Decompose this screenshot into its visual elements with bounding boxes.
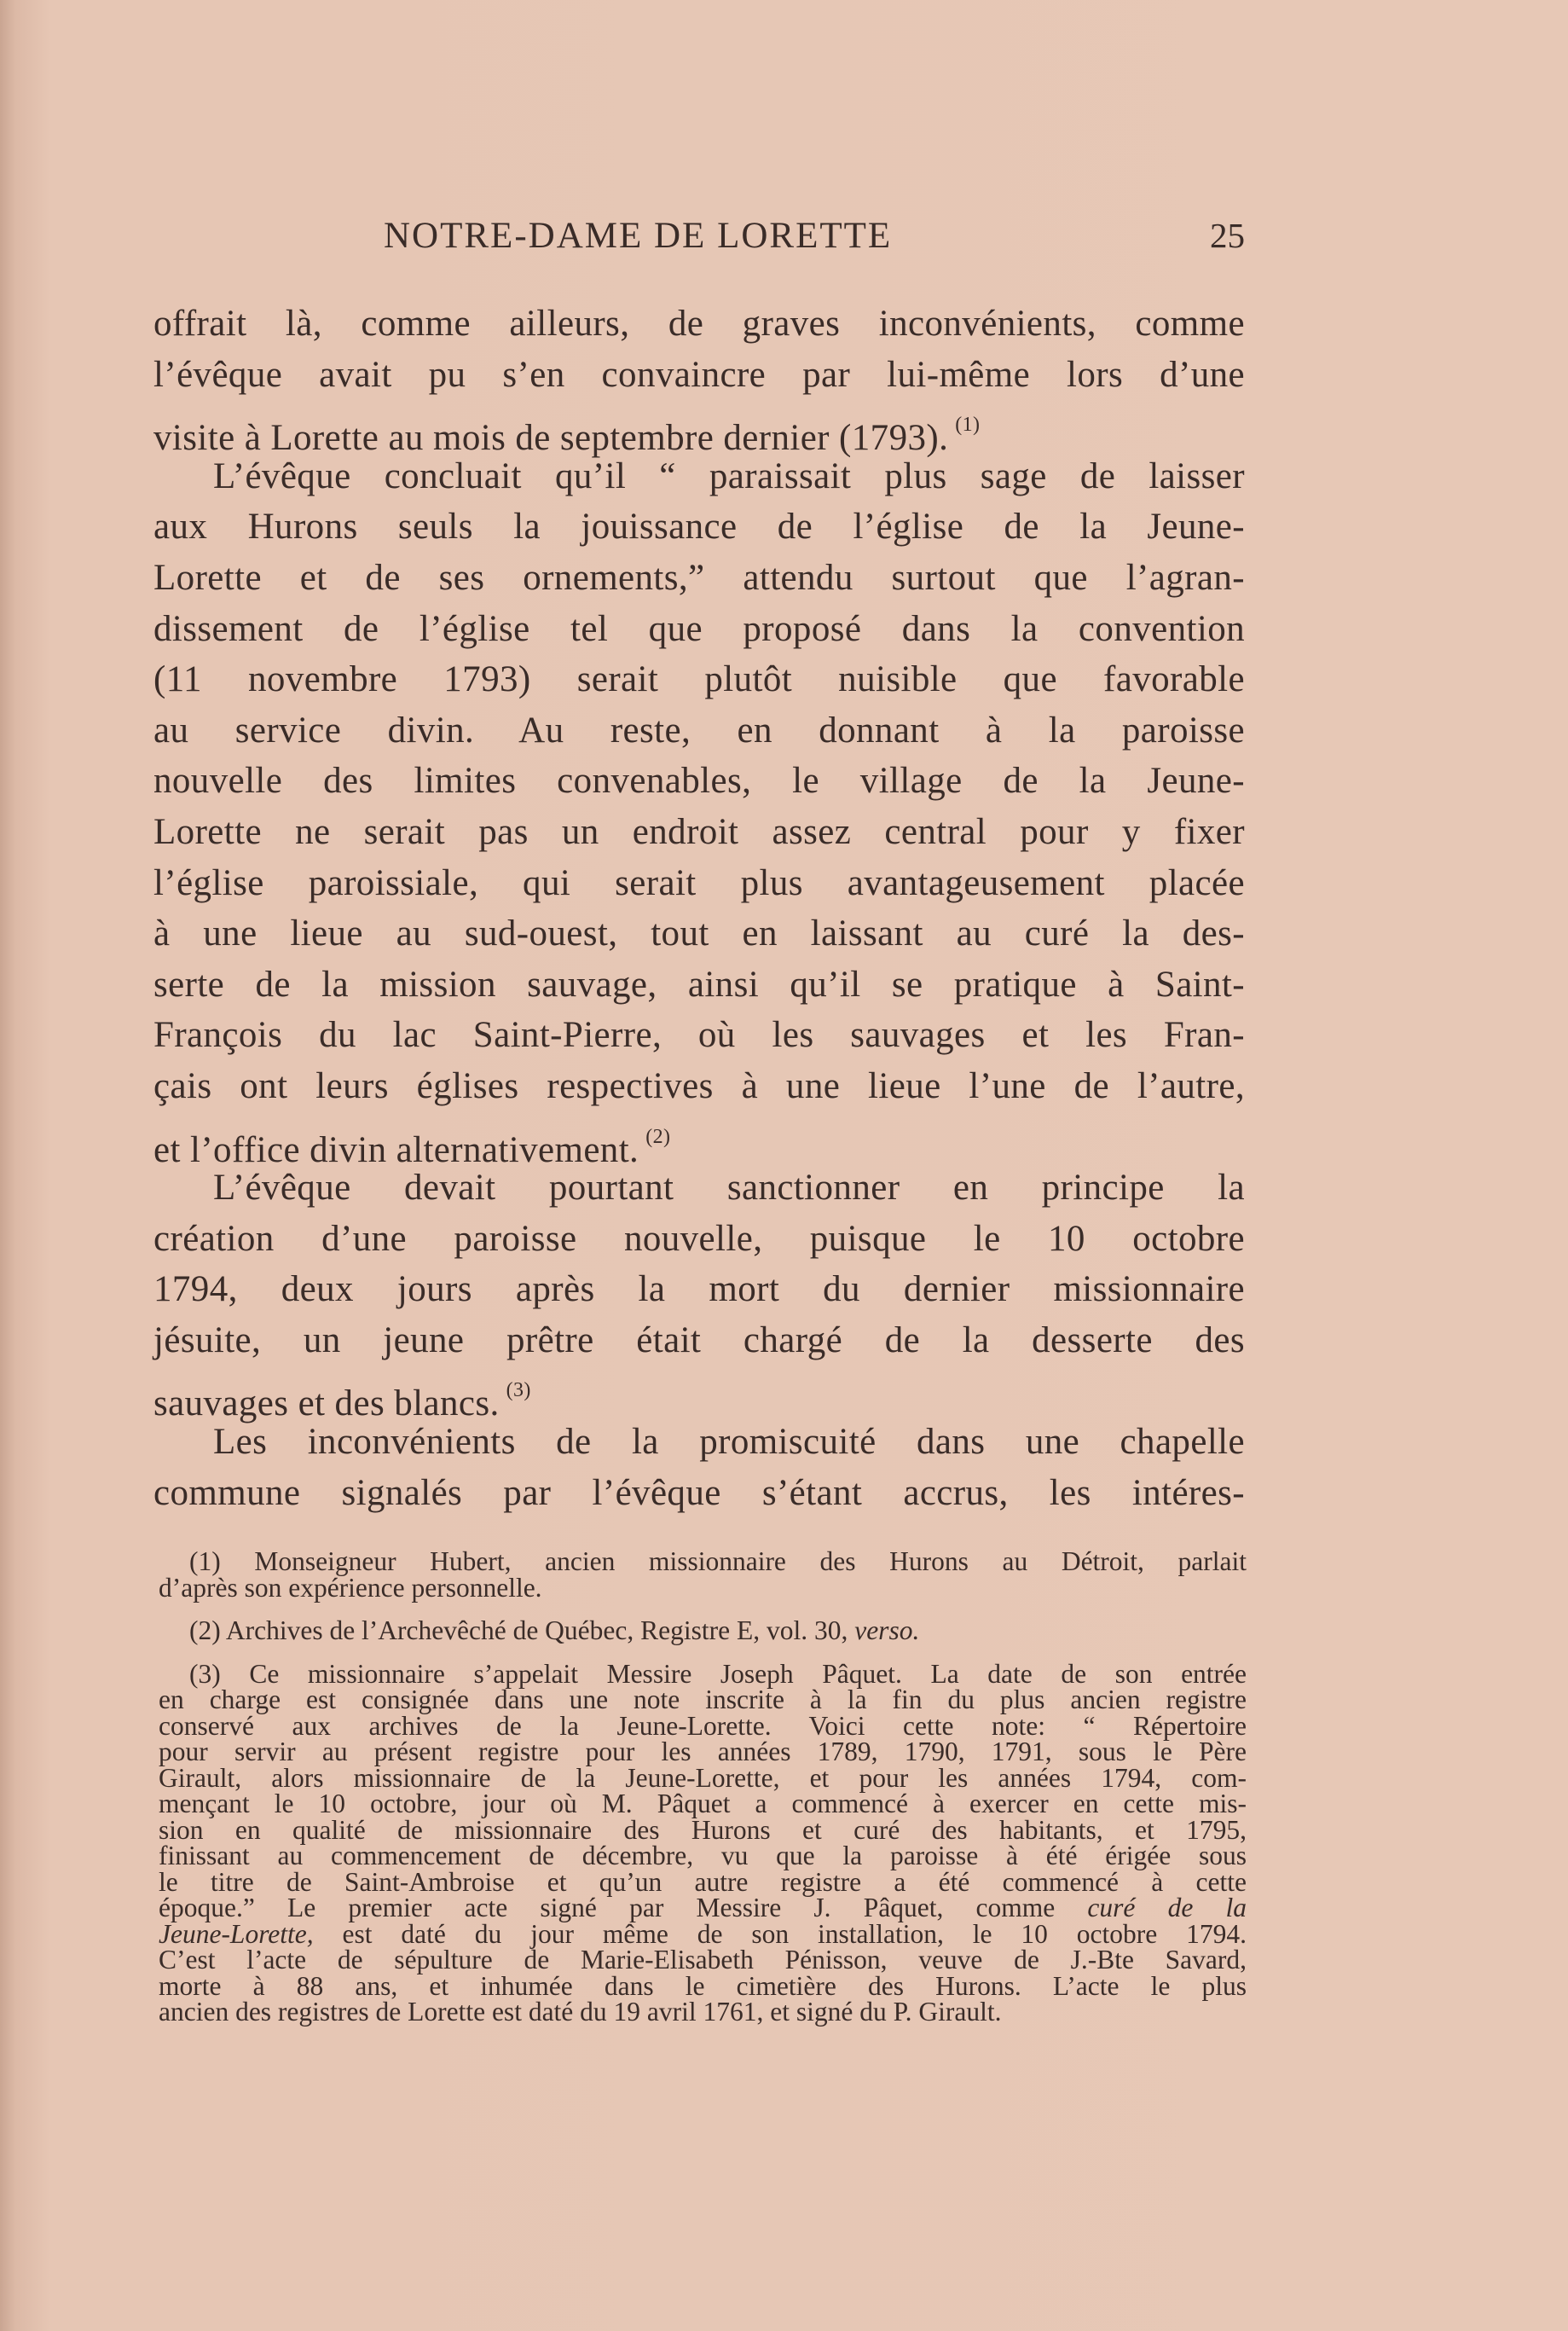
text-line: dissement de l’église tel que proposé dans la convention: [153, 608, 1245, 649]
text-line: [153, 1366, 1245, 1424]
footnote-line: ancien des registres de Lorette est daté du 19 avril 1761, et signé du P. Girault.: [159, 1997, 1002, 2027]
footnote-line: [159, 1615, 1247, 1645]
footnote-ref-1: (1): [955, 414, 981, 437]
text-line: Lorette et de ses ornements,” attendu surtout que l’agran-: [153, 557, 1245, 598]
footnote-line: pour servir au présent registre pour les années 1789, 1790, 1791, sous le Père: [159, 1737, 1247, 1766]
text-line: [153, 400, 1245, 459]
page-header: [153, 215, 1245, 266]
footnotes: [159, 1546, 1247, 2027]
text-line: création d’une paroisse nouvelle, puisque le 10 octobre: [153, 1218, 1245, 1259]
footnote-line: mençant le 10 octobre, jour où M. Pâquet a commencé à exercer en cette mis-: [159, 1789, 1247, 1818]
text-line: à une lieue au sud-ouest, tout en laissant au curé la des-: [153, 913, 1245, 954]
footnote-line: le titre de Saint-Ambroise et qu’un autre registre a été commencé à cette: [159, 1866, 1247, 1897]
text-line-content: visite à Lorette au mois de septembre dernier (1793).: [153, 418, 949, 459]
footnote-line: conservé aux archives de la Jeune-Lorette. Voici cette note: “ Répertoire: [159, 1710, 1247, 1741]
text-line: l’évêque avait pu s’en convaincre par lui-même lors d’une: [153, 354, 1245, 395]
text-line-content: et l’office divin alternativement.: [153, 1129, 639, 1170]
page-number: 25: [1210, 216, 1245, 255]
footnote-ref-2: (2): [645, 1125, 671, 1148]
text-line: çais ont leurs églises respectives à une lieue l’une de l’autre,: [153, 1065, 1245, 1106]
text-line: (11 novembre 1793) serait plutôt nuisible que favorable: [153, 659, 1245, 700]
text-line: Lorette ne serait pas un endroit assez central pour y fixer: [153, 811, 1245, 852]
text-line: offrait là, comme ailleurs, de graves inconvénients, comme: [153, 304, 1245, 344]
text-line: commune signalés par l’évêque s’étant accrus, les intéres-: [153, 1472, 1245, 1513]
footnote-ref-3: (3): [506, 1379, 531, 1402]
text-line: 1794, deux jours après la mort du dernier missionnaire: [153, 1269, 1245, 1310]
footnote-text: est daté du jour même de son installation, le 10 octobre 1794.: [342, 1918, 1247, 1949]
footnote-line: finissant au commencement de décembre, vu que la paroisse à été érigée sous: [159, 1841, 1247, 1870]
footnote-line: [159, 1895, 1247, 1922]
footnote-text: époque.” Le premier acte signé par Messire J. Pâquet, comme: [159, 1893, 1056, 1922]
body-text: [153, 299, 1245, 1518]
footnote-italic: curé de la: [1087, 1893, 1247, 1922]
footnote-line: (3) Ce missionnaire s’appelait Messire Joseph Pâquet. La date de son entrée: [189, 1658, 1247, 1689]
footnote-line: sion en qualité de missionnaire des Hurons et curé des habitants, et 1795,: [159, 1814, 1247, 1845]
footnote-text: (2) Archives de l’Archevêché de Québec, Registre E, vol. 30,: [189, 1615, 848, 1645]
text-line: Les inconvénients de la promiscuité dans une chapelle: [213, 1422, 1245, 1463]
footnote-line: C’est l’acte de sépulture de Marie-Elisabeth Pénisson, veuve de J.-Bte Savard,: [159, 1945, 1247, 1974]
text-line: François du lac Saint-Pierre, où les sauvages et les Fran-: [153, 1015, 1245, 1056]
running-head: NOTRE-DAME DE LORETTE: [384, 216, 893, 256]
text-line: jésuite, un jeune prêtre était chargé de la desserte des: [153, 1319, 1245, 1360]
text-line: [153, 1112, 1245, 1170]
footnote-line: (1) Monseigneur Hubert, ancien missionnaire des Hurons au Détroit, parlait: [189, 1546, 1247, 1576]
text-line: nouvelle des limites convenables, le village de la Jeune-: [153, 761, 1245, 802]
text-line: L’évêque devait pourtant sanctionner en principe la: [213, 1168, 1245, 1209]
text-line: L’évêque concluait qu’il “ paraissait plus sage de laisser: [213, 455, 1245, 496]
footnote-italic: Jeune-Lorette,: [159, 1918, 314, 1949]
text-line: l’église paroissiale, qui serait plus avantageusement placée: [153, 862, 1245, 903]
footnote-line: [159, 1918, 1247, 1949]
text-line: au service divin. Au reste, en donnant à la paroisse: [153, 710, 1245, 751]
text-line: aux Hurons seuls la jouissance de l’église de la Jeune-: [153, 507, 1245, 548]
footnote-italic: verso.: [854, 1615, 920, 1645]
footnote-line: morte à 88 ans, et inhumée dans le cimetière des Hurons. L’acte le plus: [159, 1970, 1247, 2001]
footnote-line: d’après son expérience personnelle.: [159, 1572, 542, 1603]
footnote-line: Girault, alors missionnaire de la Jeune-Lorette, et pour les années 1794, com-: [159, 1762, 1247, 1793]
text-line: serte de la mission sauvage, ainsi qu’il se pratique à Saint-: [153, 964, 1245, 1005]
footnote-line: en charge est consignée dans une note inscrite à la fin du plus ancien registre: [159, 1684, 1247, 1714]
text-line-content: sauvages et des blancs.: [153, 1383, 500, 1424]
